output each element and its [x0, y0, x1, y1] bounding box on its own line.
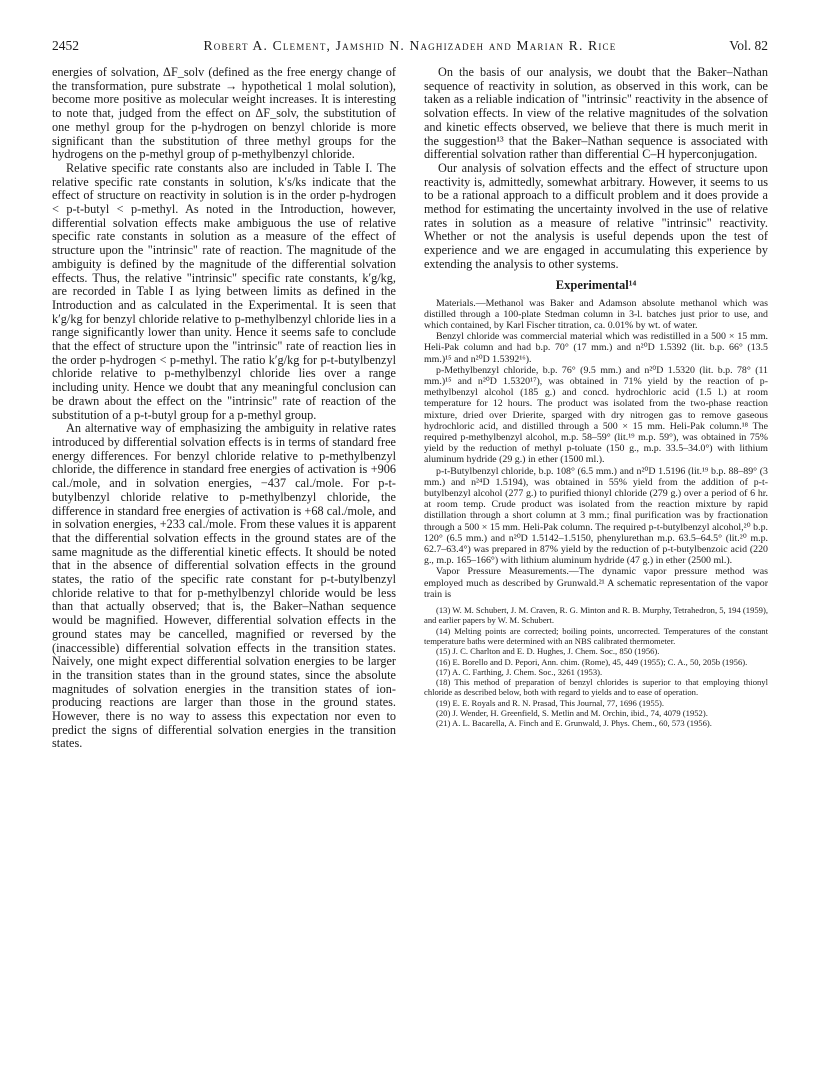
footnote: (15) J. C. Charlton and E. D. Hughes, J. Chem. Soc., 850 (1956).: [436, 646, 660, 657]
right-column: [424, 66, 768, 729]
body-paragraph: Relative specific rate constants also are included in Table I. The relative specific rate constants in solution, k′s/ks indicate that the effect of structure on reactivity in solution is in the order p-hydrogen < p-t-butyl < p-methyl. As noted in the Introduction, however, differential solvation effects make ambiguous the use of relative specific rate constants in solution as a measure of the effect of structure upon the "intrinsic" rate of reaction. The magnitude of the ambiguity is defined by the magnitude of the differential solvation effects. Thus, the relative "intrinsic" specific rate constants, k′g/kg, are recorded in Table I as lying between limits as defined in the Introduction and as calculated in the Experimental. It is seen that k′g/kg for benzyl chloride relative to p-methylbenzyl chloride lies in a range significantly lower than unity. Hence it seems safe to conclude that the effect of structure upon the "intrinsic" rate of reaction lies in the order p-hydrogen < p-methyl. The ratio k′g/kg for p-t-butylbenzyl chloride relative to p-methylbenzyl chloride lies over a range including unity. Hence we doubt that any meaningful conclusion can be drawn about the effect on the "intrinsic" rate of reaction of the substitution of a p-t-butyl group for a p-methyl group.: [52, 160, 396, 422]
body-paragraph: Our analysis of solvation effects and the effect of structure upon reactivity is, admittedly, somewhat arbitrary. However, it seems to us to be a rational approach to a difficult problem and it does provide a method for estimating the uncertainty involved in the use of relative rates in solution as a measure of relative "intrinsic" reactivity. Whether or not the analysis is useful depends upon the test of experience and we are engaged in accumulating this experience by extending the analysis to other systems.: [424, 160, 768, 271]
section-heading-experimental: Experimental¹⁴: [555, 277, 637, 292]
experimental-benzyl-chloride: Benzyl chloride was commercial material which was redistilled in a 500 × 15 mm. Heli-Pak column and had b.p. 70° (17 mm.) and n²⁰D 1.5392 (lit. b.p. 66° (13.5 mm.)¹⁵ and n²⁰D 1.5392¹⁶).: [424, 331, 768, 365]
experimental-materials: Materials.—Methanol was Baker and Adamson absolute methanol which was distilled through a 100-plate Stedman column in 3-l. batches just prior to use, and which contained, by Karl Fischer titration, ca. 0.01% by wt. of water.: [424, 297, 768, 331]
footnote: (17) A. C. Farthing, J. Chem. Soc., 3261 (1953).: [436, 666, 603, 677]
footnote: (13) W. M. Schubert, J. M. Craven, R. G. Minton and R. B. Murphy, Tetrahedron, 5, 194 (1959), and earlier papers by W. M. Schubert.: [424, 605, 768, 626]
volume-label: Vol. 82: [729, 38, 768, 53]
page-number: 2452: [52, 38, 79, 53]
running-authors: Robert A. Clement, Jamshid N. Naghizadeh and Marian R. Rice: [203, 38, 617, 53]
footnote: (14) Melting points are corrected; boiling points, uncorrected. Temperatures of the constant temperature baths were determined with an NBS calibrated thermometer.: [424, 625, 768, 646]
experimental-butylbenzyl-chloride: p-t-Butylbenzyl chloride, b.p. 108° (6.5 mm.) and n²⁰D 1.5196 (lit.¹⁹ b.p. 88–89° (3 mm.) and n²⁴D 1.5194), was obtained in 55% yield from the addition of p-t-butylbenzyl alcohol (277 g.) to purified thionyl chloride (279 g.) over a period of 6 hr. at room temp. Crude product was isolated from the reaction mixture by rapid distillation through a short column at 3 mm.; final purification was by fractionation through a 500 × 15 mm. Heli-Pak column. The required p-t-butylbenzyl alcohol,²⁰ b.p. 120° (6.5 mm.) and n²⁰D 1.5142–1.5150, phenylurethan m.p. 63.5–64.5° (lit.²⁰ m.p. 62.7–63.4°) was prepared in 87% yield by the reduction of p-t-butylbenzoic acid (220 g., m.p. 165–166°) with lithium aluminum hydride (47 g.) in ether (2500 ml.).: [424, 465, 768, 567]
footnote: (21) A. L. Bacarella, A. Finch and E. Grunwald, J. Phys. Chem., 60, 573 (1956).: [436, 718, 712, 729]
footnote: (16) E. Borello and D. Pepori, Ann. chim. (Rome), 45, 449 (1955); C. A., 50, 205b (1956).: [436, 656, 748, 667]
left-column: [52, 66, 396, 751]
experimental-methylbenzyl-chloride: p-Methylbenzyl chloride, b.p. 76° (9.5 mm.) and n²⁰D 1.5320 (lit. b.p. 78° (11 mm.)¹⁵ and n²⁰D 1.5320¹⁷), was obtained in 71% yield by the reaction of p-methylbenzyl alcohol (185 g.) and concd. hydrochloric acid (1.5 l.) at room temperature for 12 hours. The product was isolated from the two-phase reaction mixture, dried over Drierite, sparged with dry nitrogen gas to remove gaseous hydrochloric acid, and distilled through a 500 × 15 mm. Heli-Pak column.¹⁸ The required p-methylbenzyl alcohol, m.p. 58–59° (lit.¹⁹ m.p. 59°), was obtained in 75% yield by the reduction of methyl p-toluate (150 g., m.p. 33.5–34.0°) with lithium aluminum hydride (29 g.) in ether (1500 ml.).: [424, 364, 768, 466]
running-header: [52, 38, 768, 58]
footnote: (18) This method of preparation of benzyl chlorides is superior to that employing thionyl chloride as described below, both with regard to yields and to ease of operation.: [424, 677, 768, 698]
footnote: (20) J. Wender, H. Greenfield, S. Metlin and M. Orchin, ibid., 74, 4079 (1952).: [436, 708, 708, 718]
footnote: (19) E. E. Royals and R. N. Prasad, This Journal, 77, 1696 (1955).: [436, 697, 665, 708]
body-paragraph: energies of solvation, ΔF_solv (defined as the free energy change of the transformation, pure substrate → hypothetical 1 molal solution), become more positive as molecular weight increases. It is interesting to note that, judged from the effect on ΔF_solv, the substitution of one methyl group for the p-hydrogen on benzyl chloride is more significant than the substitution of three methyl groups for the hydrogens on the p-methyl group of p-methylbenzyl chloride.: [52, 65, 396, 162]
body-paragraph: An alternative way of emphasizing the ambiguity in relative rates introduced by differential solvation effects is in terms of standard free energy differences. For benzyl chloride relative to p-methylbenzyl chloride, the difference in standard free energies of activation is +906 cal./mole, and in solvation energies, −437 cal./mole. For p-t-butylbenzyl chloride relative to p-methylbenzyl chloride, the difference in standard free energies of activation is +68 cal./mole, and in solvation energies, +233 cal./mole. From these values it is apparent that the differential solvation effects in the ground states are of the same magnitude as the differential kinetic effects. It should be noted that in the absence of differential solvation effects in the ground states, the ratio of the specific rate constant for p-t-butylbenzyl chloride relative to that for p-methylbenzyl chloride would be less than that actually observed; that is, the Baker–Nathan sequence would be magnified. However, differential solvation effects in the ground states may be cancelled, magnified or reversed by the (inaccessible) differential solvation effects in the transition states. Naively, one might expect differential solvation energies to be larger in the transition states than in the ground states, since the absolute magnitudes of solvation energies in the transition states of ion-producing reactions are larger than those in the ground states. However, there is no way to assess this expectation nor even to predict the signs of differential solvation energies in the transition states.: [52, 421, 396, 751]
body-paragraph: On the basis of our analysis, we doubt that the Baker–Nathan sequence of reactivity in solution, as observed in this work, can be taken as a reliable indication of "intrinsic" reactivity in the absence of solvation effects. In view of the relative magnitudes of the solvation and kinetic effects observed, we believe that there is much merit in the suggestion¹³ that the Baker–Nathan sequence is associated with differential solvation rather than differential C–H hyperconjugation.: [424, 65, 768, 162]
experimental-vapor-pressure: Vapor Pressure Measurements.—The dynamic vapor pressure method was employed much as described by Grunwald.²¹ A schematic representation of the vapor train is: [424, 566, 768, 600]
